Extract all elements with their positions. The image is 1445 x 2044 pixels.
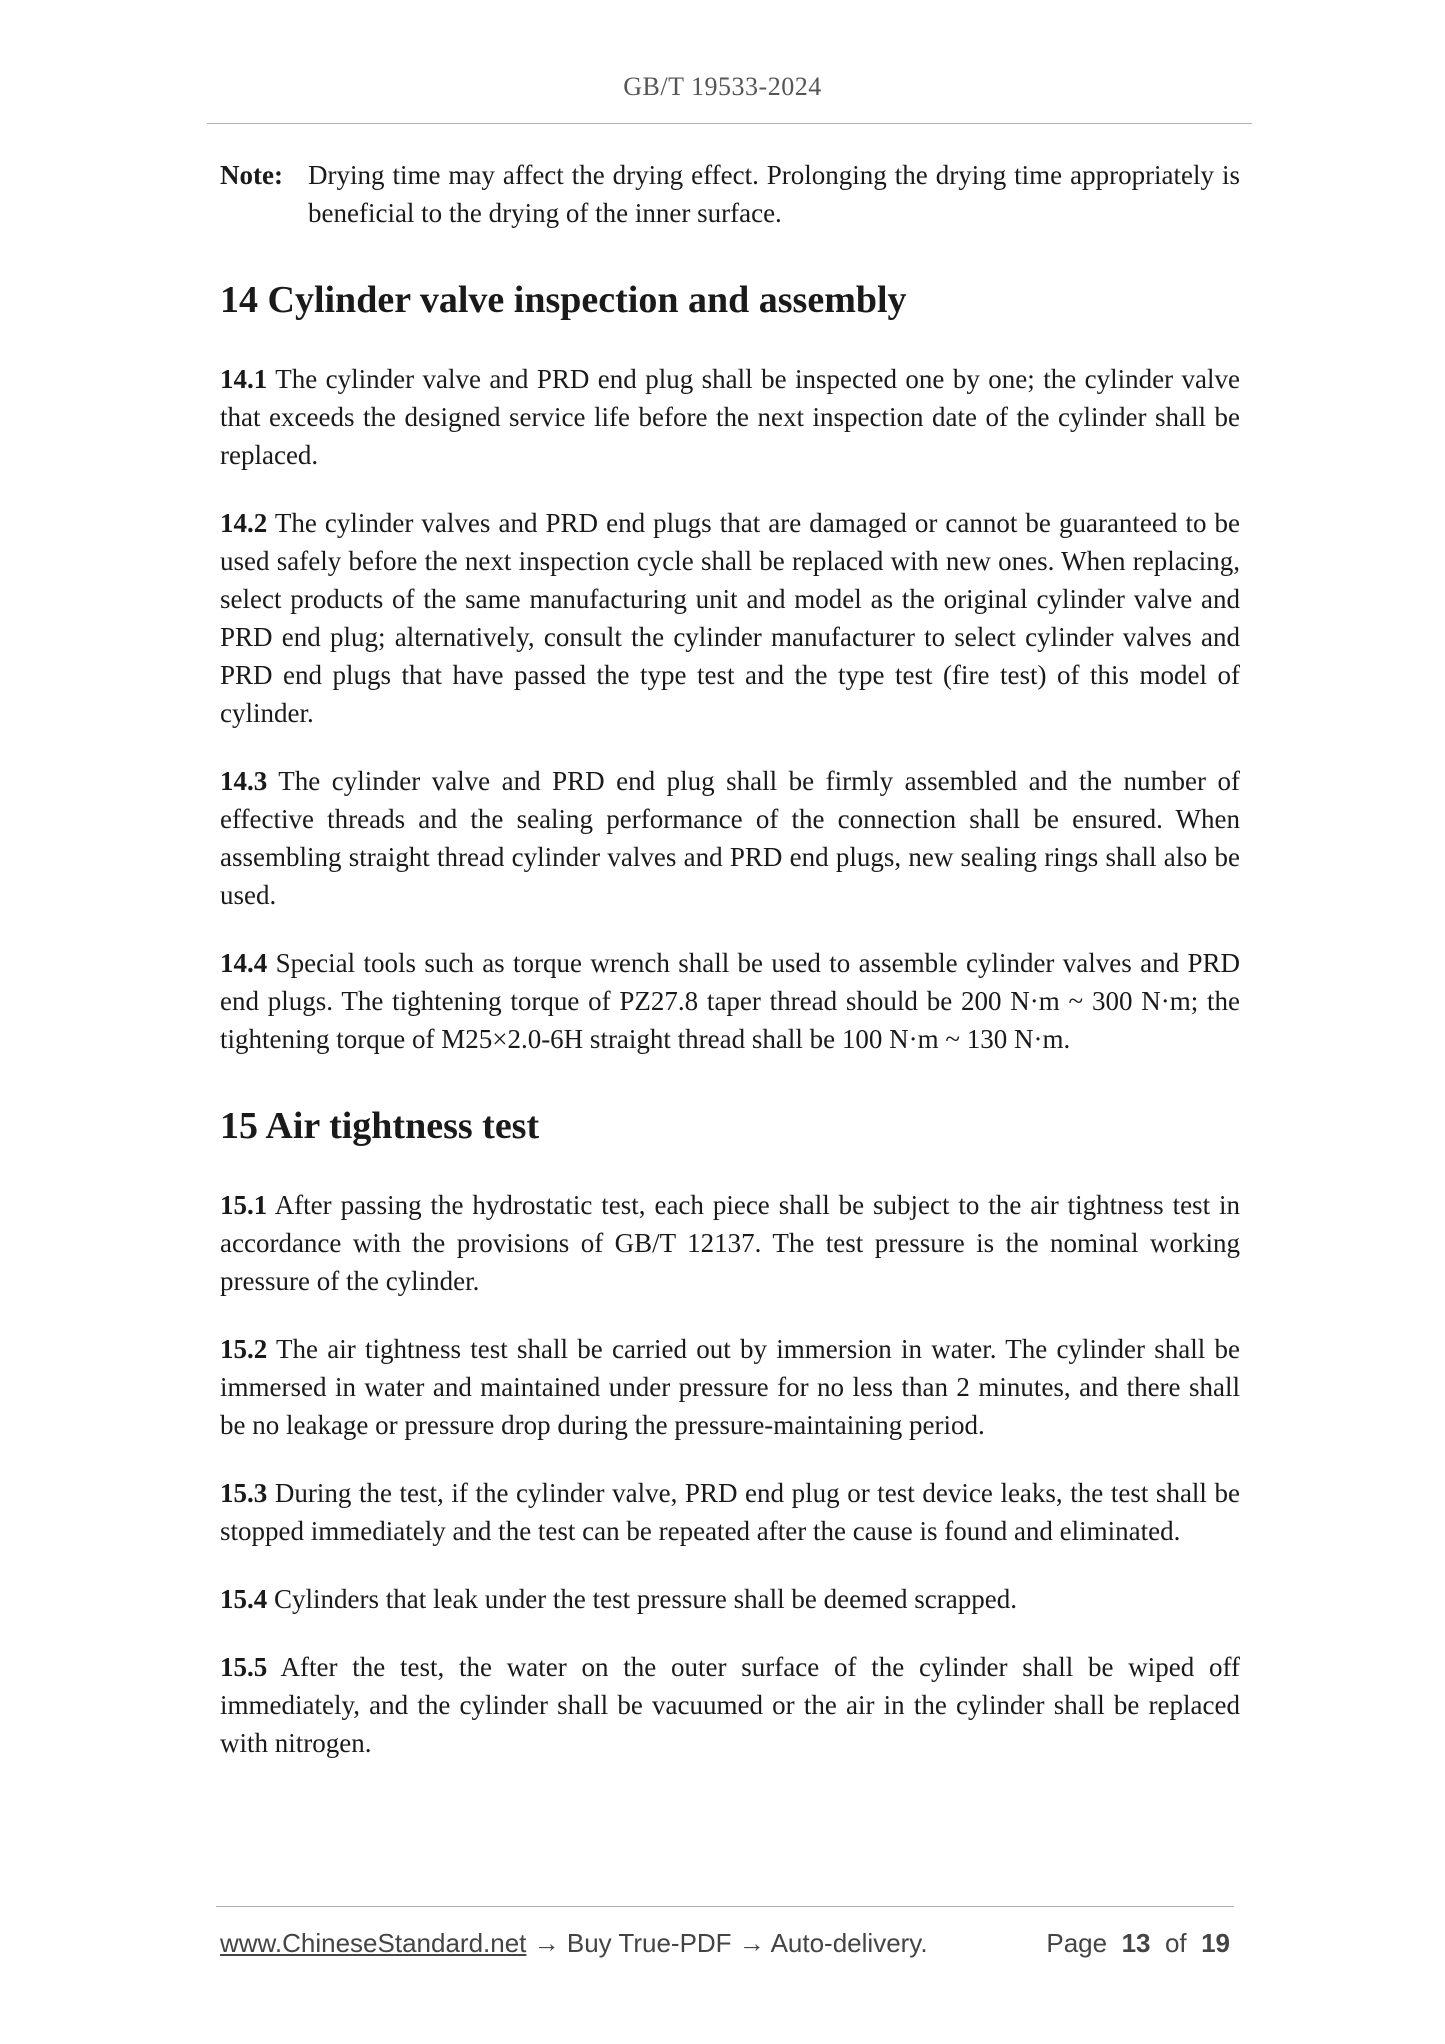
clause-number: 14.1 <box>220 364 268 394</box>
page-of: of <box>1164 1928 1187 1958</box>
clause <box>220 360 1240 474</box>
clause-number: 15.1 <box>220 1190 268 1220</box>
page-footer <box>220 1928 1230 1959</box>
clause-text: Special tools such as torque wrench shall be used to assemble cylinder valves and PRD end plugs. The tightening torque of PZ27.8 taper thread should be 200 N·m ~ 300 N·m; the tightening torque of M25×2.0-6H straight thread shall be 100 N·m ~ 130 N·m. <box>220 948 1240 1054</box>
footer-divider <box>216 1906 1234 1907</box>
clause-number: 15.4 <box>220 1584 268 1614</box>
clause <box>220 762 1240 914</box>
clause <box>220 1330 1240 1444</box>
page-body <box>220 156 1240 1792</box>
document-header: GB/T 19533-2024 <box>623 72 822 101</box>
clause-text: The cylinder valve and PRD end plug shall be firmly assembled and the number of effective threads and the sealing performance of the connection shall be ensured. When assembling straight thread cylinder valves and PRD end plugs, new sealing rings shall also be used. <box>220 766 1240 910</box>
clause-text: The cylinder valve and PRD end plug shall be inspected one by one; the cylinder valve that exceeds the designed service life before the next inspection date of the cylinder shall be replaced. <box>220 364 1240 470</box>
section-heading: 15 Air tightness test <box>220 1105 540 1147</box>
clause <box>220 1186 1240 1300</box>
page-total: 19 <box>1201 1928 1230 1958</box>
clause-number: 14.3 <box>220 766 268 796</box>
section-heading: 14 Cylinder valve inspection and assembly <box>220 279 907 321</box>
page-indicator <box>1046 1928 1230 1959</box>
clause-text: Cylinders that leak under the test pressure shall be deemed scrapped. <box>274 1584 1018 1614</box>
clause-number: 15.2 <box>220 1334 268 1364</box>
footer-promo <box>220 1928 928 1959</box>
clause <box>220 944 1240 1058</box>
header-divider <box>207 123 1252 124</box>
clause-text: The cylinder valves and PRD end plugs that are damaged or cannot be guaranteed to be used safely before the next inspection cycle shall be replaced with new ones. When replacing, select products of the same manufacturing unit and model as the original cylinder valve and PRD end plug; alternatively, consult the cylinder manufacturer to select cylinder valves and PRD end plugs that have passed the type test and the type test (fire test) of this model of cylinder. <box>220 508 1241 728</box>
clause-number: 15.5 <box>220 1652 268 1682</box>
page-current: 13 <box>1121 1928 1151 1958</box>
clause-number: 14.2 <box>220 508 268 538</box>
clause-number: 15.3 <box>220 1478 268 1508</box>
clause-text: The air tightness test shall be carried out by immersion in water. The cylinder shall be immersed in water and maintained under pressure for no less than 2 minutes, and there shall be no leakage or pressure drop during the pressure-maintaining period. <box>220 1334 1240 1440</box>
clause-number: 14.4 <box>220 948 268 978</box>
clause <box>220 1474 1240 1550</box>
note-text: Drying time may affect the drying effect. Prolonging the drying time appropriately is beneficial to the drying of the inner surface. <box>308 160 1240 228</box>
clause <box>220 504 1240 732</box>
website-link[interactable]: www.ChineseStandard.net <box>220 1928 527 1958</box>
clause <box>220 1648 1240 1762</box>
clause-text: After passing the hydrostatic test, each piece shall be subject to the air tightness test in accordance with the provisions of GB/T 12137. The test pressure is the nominal working pressure of the cylinder. <box>220 1190 1240 1296</box>
note-block <box>220 156 1240 232</box>
footer-tagline: → Buy True-PDF → Auto-delivery. <box>526 1928 928 1958</box>
clause <box>220 1580 1240 1618</box>
note-label: Note: <box>220 160 283 190</box>
clause-text: After the test, the water on the outer surface of the cylinder shall be wiped off immediately, and the cylinder shall be vacuumed or the air in the cylinder shall be replaced with nitrogen. <box>220 1652 1240 1758</box>
clause-text: During the test, if the cylinder valve, PRD end plug or test device leaks, the test shall be stopped immediately and the test can be repeated after the cause is found and eliminated. <box>220 1478 1241 1546</box>
page-label: Page <box>1046 1928 1108 1958</box>
